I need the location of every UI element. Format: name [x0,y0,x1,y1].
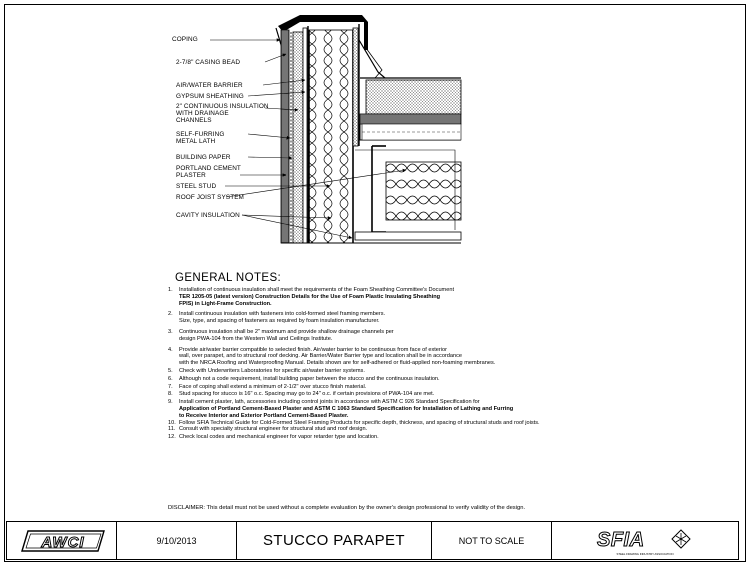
general-notes-title: GENERAL NOTES: [175,272,282,284]
label-air-water-barrier: AIR/WATER BARRIER [176,82,243,89]
note-item [168,434,638,441]
awci-logo [7,522,117,559]
note-line: Install continuous insulation with fasteners into cold-formed steel framing members. [179,311,386,318]
note-line: with the NRCA Roofing and Waterproofing Manual. Details shown are for self-adhered or fluid-applied non-foaming membranes. [179,360,496,367]
awci-logo-text: AWCI [40,533,85,551]
sfia-logo-subtitle: STEEL FRAMING INDUSTRY ASSOCIATION [616,551,674,556]
stud-cavity [309,30,353,243]
label-building-paper: BUILDING PAPER [176,154,231,161]
sfia-emblem-icon [672,530,690,548]
note-number: 1. [168,287,173,293]
note-number: 3. [168,328,173,335]
note-line: FPIS) in Light-Frame Construction. [179,300,272,307]
label-roof-joist: ROOF JOIST SYSTEM [176,194,244,201]
note-item [168,311,638,325]
portland-cement-plaster [281,30,289,243]
label-steel-stud: STEEL STUD [176,183,217,190]
note-number: 6. [168,375,173,382]
note-line: Continuous insulation shall be 2" maximum and provide shallow drainage channels per [179,328,394,335]
note-number: 10. [168,419,176,426]
note-item [168,347,638,367]
note-line: Consult with specialty structural engineer for structural stud and roof design. [179,426,368,433]
note-line: Size, type, and spacing of fasteners as required by foam insulation manufacturer. [179,318,380,325]
note-line: Stud spacing for stucco is 16" o.c. Spacing may go to 24" o.c. if certain provisions of PWA-104 are met. [179,391,435,398]
note-line: Check with Underwriters Laboratories for specific air/water barrier systems. [179,367,365,374]
label-coping: COPING [172,36,198,43]
note-number: 7. [168,383,173,390]
drawing-scale: NOT TO SCALE [432,522,552,559]
continuous-insulation [293,32,303,243]
gypsum-sheathing [303,28,307,243]
note-line: Check local codes and mechanical engineer for vapor retarder type and location. [179,434,379,441]
roof-joist [372,146,386,232]
label-continuous-insulation-2: WITH DRAINAGE [176,110,229,117]
label-casing-bead: 2-7/8" CASING BEAD [176,59,241,66]
awci-logo-icon [16,527,108,555]
label-plaster-2: PLASTER [176,172,206,179]
label-continuous-insulation-3: CHANNELS [176,117,212,124]
note-item [168,368,638,375]
label-gypsum-sheathing: GYPSUM SHEATHING [176,93,244,100]
sfia-logo [552,522,738,559]
ceiling-batt [386,162,461,220]
note-item [168,426,638,433]
note-line: design PWA-104 from the Western Wall and Ceilings Institute. [179,335,333,342]
note-item [168,287,638,307]
note-number: 11. [168,426,176,433]
sfia-logo-text: SFIA [597,528,645,551]
note-number: 2. [168,311,173,318]
note-line: wall, over parapet, and to structural roof decking. Air Barrier/Water Barrier type and location shall be in accordance [179,353,463,360]
roof-deck [360,114,461,124]
drawing-title: STUCCO PARAPET [237,522,432,559]
label-metal-lath-2: METAL LATH [176,138,216,145]
note-number: 12. [168,434,176,441]
label-plaster-1: PORTLAND CEMENT [176,165,241,172]
general-notes-list [168,287,638,441]
note-item [168,376,638,383]
label-cavity-insulation: CAVITY INSULATION [176,212,240,219]
disclaimer: DISCLAIMER: This detail must not be used without a complete evaluation by the owner's design professional to verify validity of the design. [168,505,526,511]
note-line: Follow SFIA Technical Guide for Cold-Formed Steel Framing Products for specific depth, thickness, and spacing of structural studs and roof joists. [179,419,540,426]
roof-insulation [366,80,461,114]
drawing-date: 9/10/2013 [117,522,237,559]
note-line: Although not a code requirement, install building paper between the stucco and the continuous insulation. [179,375,440,382]
label-continuous-insulation-1: 2" CONTINUOUS INSULATION [176,103,269,110]
note-line: Provide air/water barrier compatible to selected finish. Air/water barrier to be continuous from face of exterior [179,346,447,353]
note-line: Application of Portland Cement-Based Plaster and ASTM C 1063 Standard Specification for Installation of Lathing and Furring [179,405,514,412]
note-line: Face of coping shall extend a minimum of 2-1/2" over stucco finish material. [179,383,367,390]
sfia-logo-icon [591,525,699,557]
note-item [168,399,638,419]
note-line: TER 1205-05 (latest version) Construction Details for the Use of Foam Plastic Insulating Sheathing [179,293,441,300]
note-item [168,420,638,427]
note-item [168,384,638,391]
note-number: 5. [168,367,173,374]
note-number: 8. [168,391,173,398]
label-metal-lath-1: SELF-FURRING [176,131,225,138]
note-line: to Receive Interior and Exterior Portland Cement-Based Plaster. [179,412,349,419]
note-line: Installation of continuous insulation shall meet the requirements of the Foam Sheathing Committee's Document [179,287,454,293]
note-number: 9. [168,399,173,406]
note-line: Install cement plaster, lath, accessories including control joints in accordance with ASTM C 926 Standard Specification for [179,399,480,406]
note-item [168,391,638,398]
note-item [168,329,638,343]
title-block [6,521,739,560]
note-number: 4. [168,346,173,353]
